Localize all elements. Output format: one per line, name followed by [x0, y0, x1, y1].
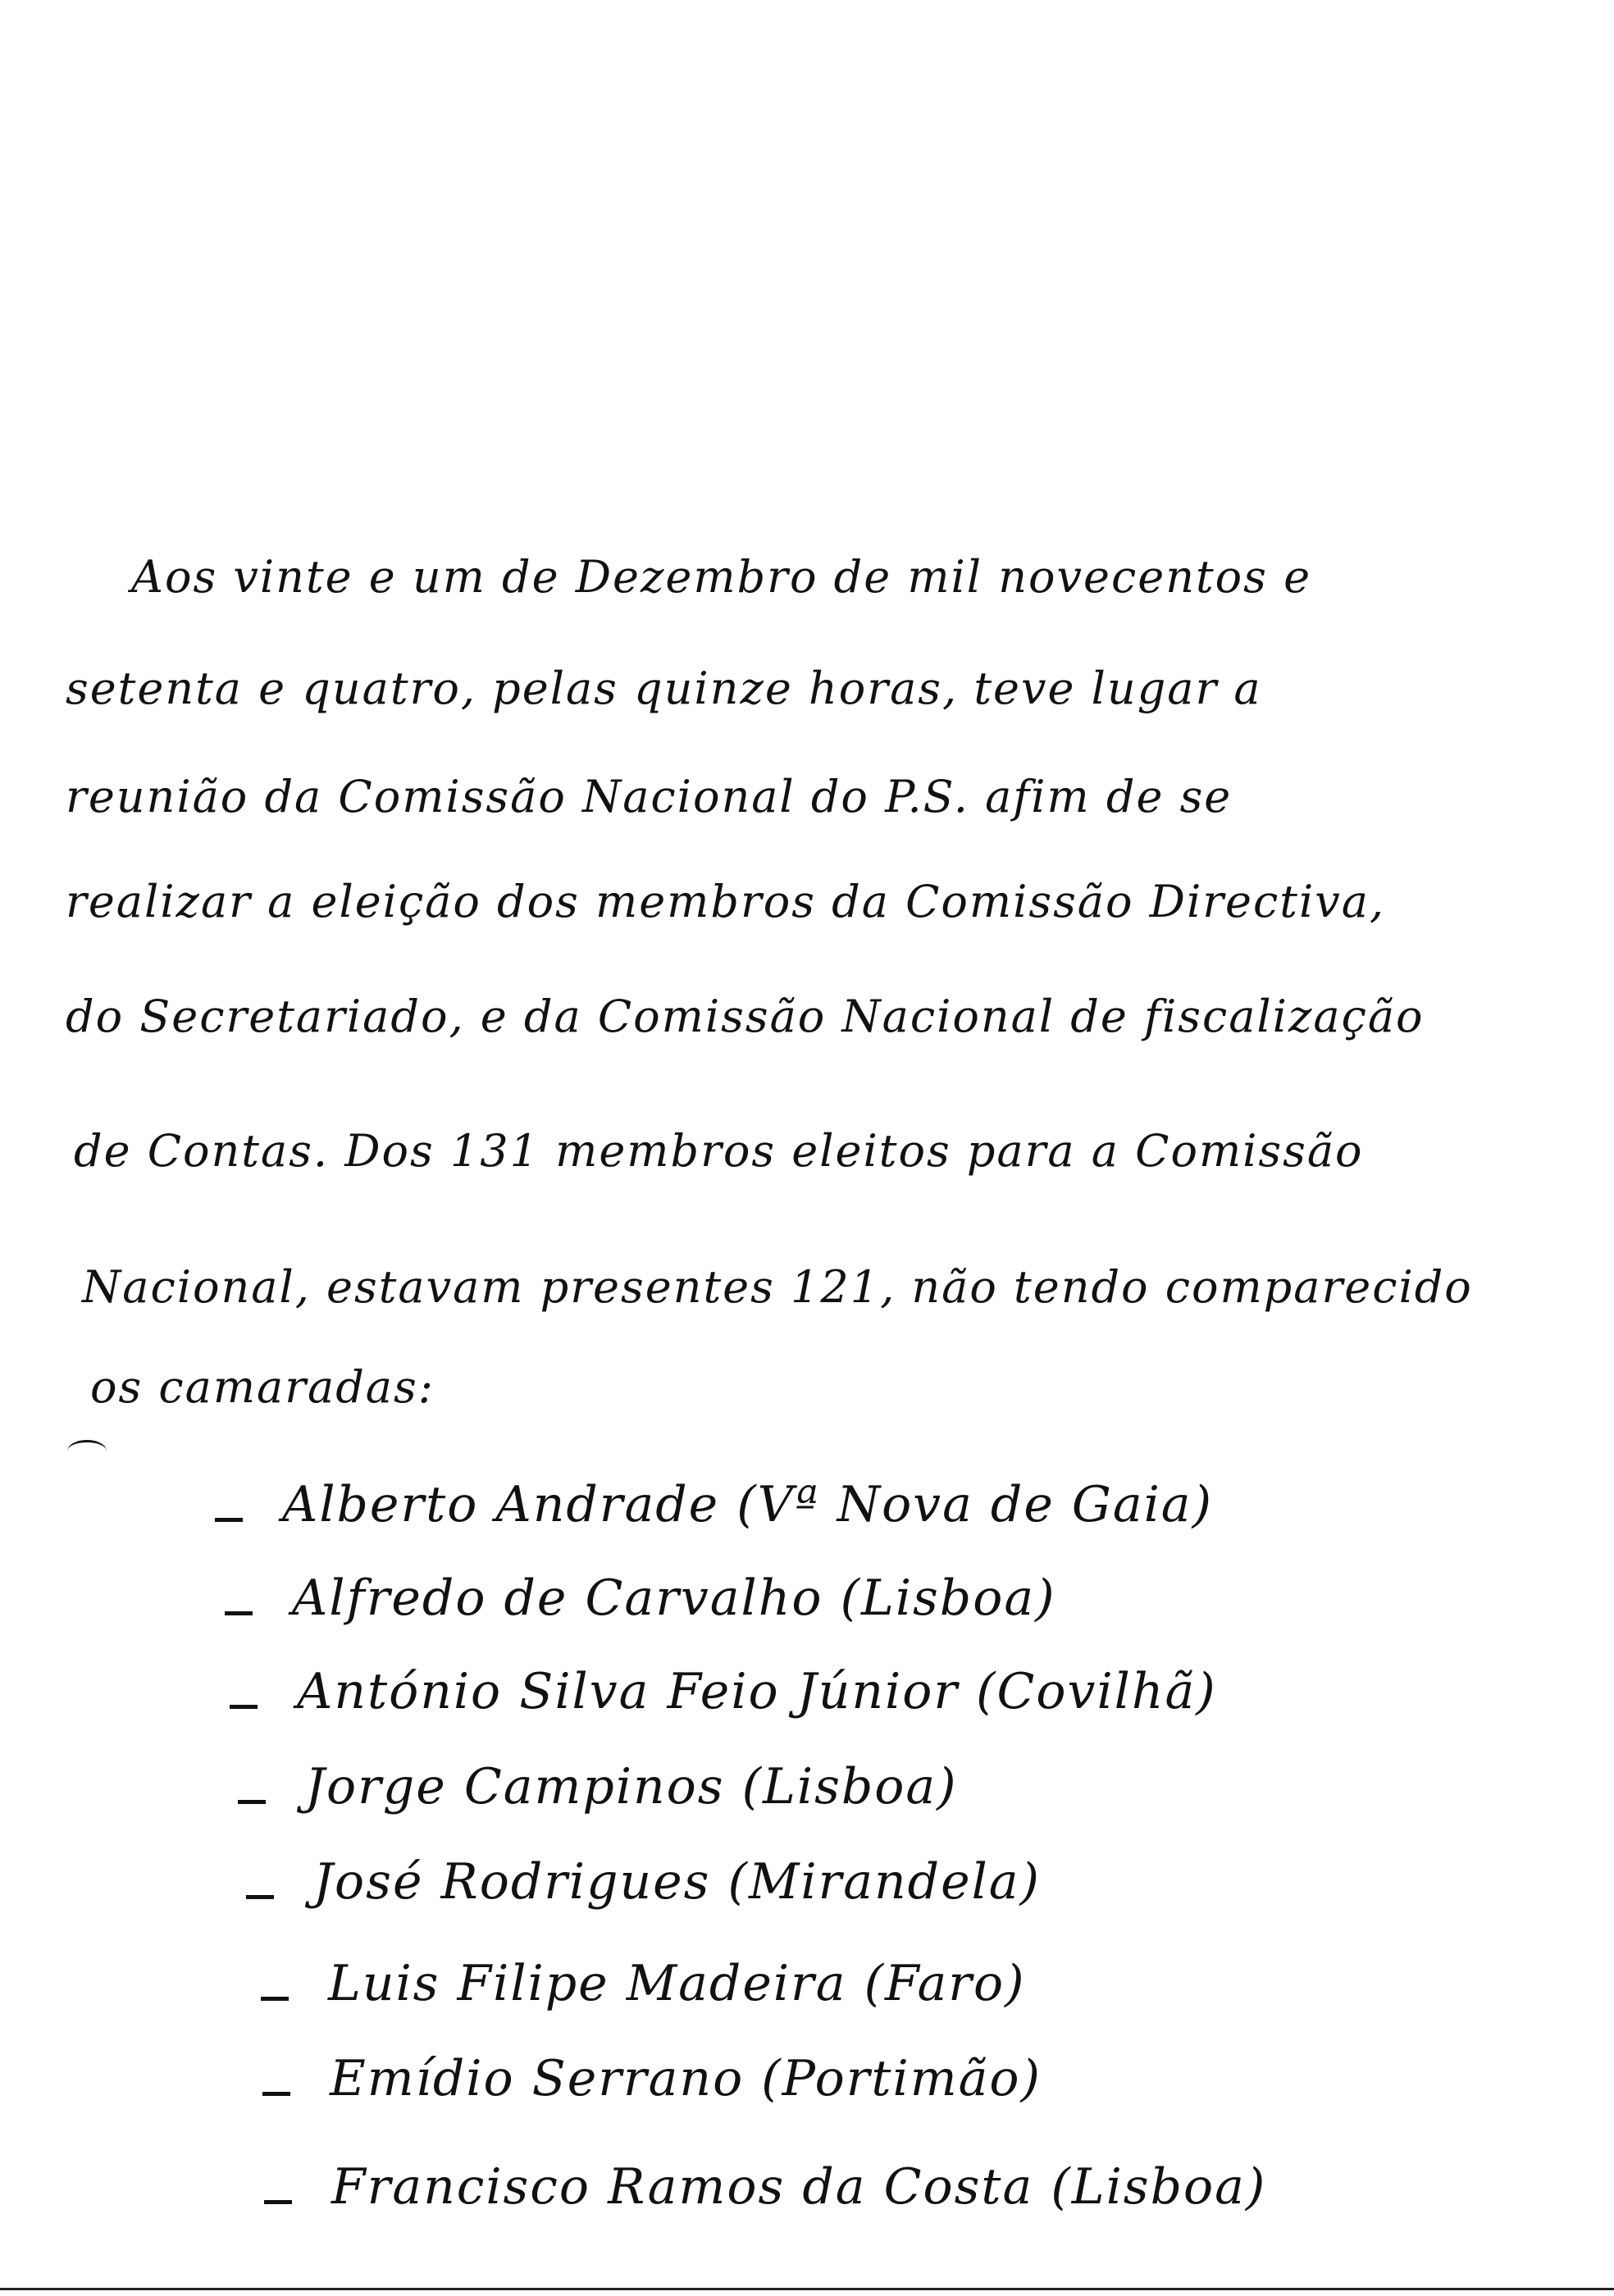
paragraph-line-1: Aos vinte e um de Dezembro de mil novecentos e [131, 551, 1312, 603]
list-dash [225, 1611, 253, 1615]
absent-member-name: Emídio Serrano (Portimão) [330, 2050, 1042, 2107]
absent-member-name: Alberto Andrade (Vª Nova de Gaia) [282, 1476, 1213, 1533]
list-dash [215, 1518, 243, 1522]
absent-member-item [225, 1569, 1056, 1627]
absent-member-item [262, 2050, 1042, 2107]
paragraph-line-8: os camaradas: [90, 1361, 435, 1413]
paragraph-line-4: realizar a eleição dos membros da Comissão Directiva, [66, 876, 1386, 927]
list-dash [230, 1705, 258, 1709]
list-dash [262, 2092, 290, 2096]
page-bottom-edge [0, 2288, 1614, 2290]
paragraph-line-3: reunião da Comissão Nacional do P.S. afim de se [66, 771, 1233, 822]
absent-member-item [264, 2158, 1266, 2216]
list-dash [238, 1800, 266, 1804]
list-dash [264, 2200, 292, 2204]
absent-member-name: Luis Filipe Madeira (Faro) [328, 1955, 1026, 2012]
absent-member-name: Jorge Campinos (Lisboa) [305, 1758, 958, 1815]
absent-member-item [238, 1758, 958, 1815]
absent-member-name: José Rodrigues (Mirandela) [313, 1853, 1041, 1911]
absent-member-name: Francisco Ramos da Costa (Lisboa) [331, 2158, 1267, 2216]
paragraph-line-2: setenta e quatro, pelas quinze horas, teve lugar a [66, 663, 1262, 714]
paragraph-line-7: Nacional, estavam presentes 121, não tendo comparecido [82, 1261, 1473, 1313]
absent-member-name: António Silva Feio Júnior (Covilhã) [297, 1663, 1217, 1720]
absent-member-item [215, 1476, 1213, 1533]
absent-member-item [261, 1955, 1026, 2012]
paragraph-line-5: do Secretariado, e da Comissão Nacional de fiscalização [66, 991, 1425, 1042]
margin-mark [67, 1440, 107, 1462]
list-dash [246, 1895, 274, 1899]
list-dash [261, 1997, 289, 2001]
absent-member-name: Alfredo de Carvalho (Lisboa) [292, 1569, 1056, 1627]
absent-member-item [246, 1853, 1041, 1911]
paragraph-line-6: de Contas. Dos 131 membros eleitos para a Comissão [74, 1125, 1364, 1177]
absent-member-item [230, 1663, 1217, 1720]
